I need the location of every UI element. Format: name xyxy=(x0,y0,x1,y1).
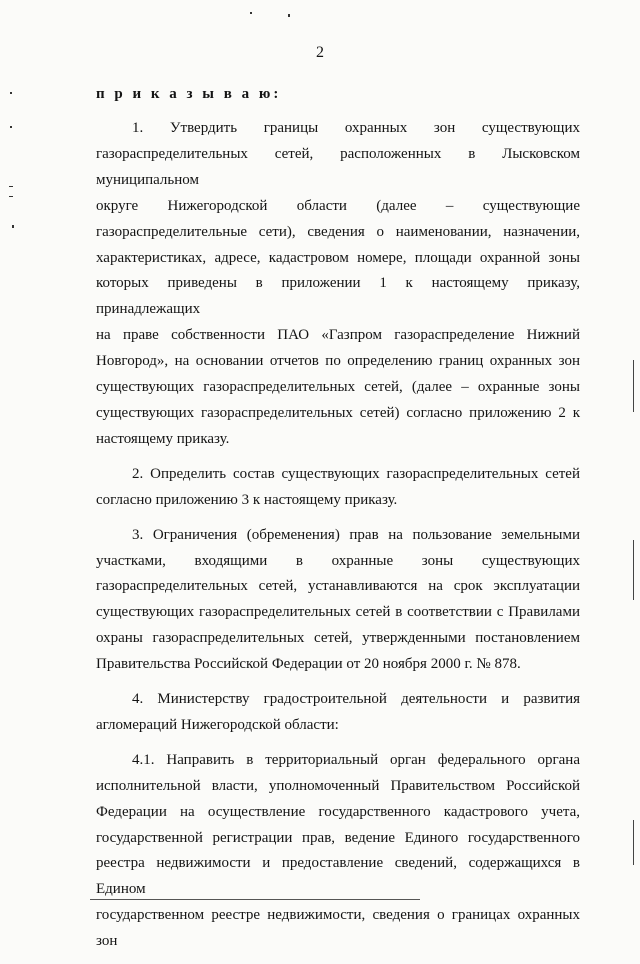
order-heading: п р и к а з ы в а ю: xyxy=(96,86,282,102)
paragraph-line: государственном реестре недвижимости, сведения о границах охранных зон xyxy=(96,907,580,950)
paragraph-line: 2. Определить состав существующих газораспределительных сетей xyxy=(132,465,580,482)
paragraph-line: характеристиках, адресе, кадастровом номере, площади охранной зоны xyxy=(96,249,580,266)
scan-mark xyxy=(10,126,12,128)
paragraph-p1 xyxy=(96,116,580,453)
paragraph-line: 4.1. Направить в территориальный орган федерального органа xyxy=(132,751,580,768)
scan-mark xyxy=(12,225,14,228)
paragraph-line: существующих газораспределительных сетей, (далее – охранные зоны xyxy=(96,379,580,396)
paragraph-line: которых приведены в приложении 1 к настоящему приказу, принадлежащих xyxy=(96,275,580,318)
paragraph-p3 xyxy=(96,523,580,678)
document-body xyxy=(96,116,580,964)
paragraph-line: существующих газораспределительных сетей) согласно приложению 2 к xyxy=(96,404,580,421)
paragraph-line: 3. Ограничения (обременения) прав на пользование земельными xyxy=(132,526,580,543)
paragraph-line: газораспределительных сетей, расположенных в Лысковском муниципальном xyxy=(96,145,580,188)
paragraph-line: участками, входящими в охранные зоны существующих xyxy=(96,552,580,569)
paragraph-line: округе Нижегородской области (далее – существующие xyxy=(96,197,580,214)
paragraph-line: газораспределительных сетей, устанавливаются на срок эксплуатации xyxy=(96,578,580,595)
scan-mark xyxy=(9,186,13,187)
paragraph-line: Новгород», на основании отчетов по определению границ охранных зон xyxy=(96,353,580,370)
scan-edge-line xyxy=(633,540,634,600)
paragraph-p4 xyxy=(96,687,580,739)
scan-mark xyxy=(9,196,13,197)
paragraph-line: Федерации на осуществление государственного кадастрового учета, xyxy=(96,803,580,820)
paragraph-line: 1. Утвердить границы охранных зон существующих xyxy=(132,120,580,136)
scan-mark xyxy=(288,14,290,17)
paragraph-line: существующих газораспределительных сетей в соответствии с Правилами xyxy=(96,604,580,621)
paragraph-line: охраны газораспределительных сетей, утвержденными постановлением xyxy=(96,630,580,647)
paragraph-line: согласно приложению 3 к настоящему приказу. xyxy=(96,491,398,508)
paragraph-line: Правительства Российской Федерации от 20 ноября 2000 г. № 878. xyxy=(96,656,521,673)
paragraph-line: 4. Министерству градостроительной деятельности и развития xyxy=(132,691,580,708)
paragraph-line: исполнительной власти, уполномоченный Правительством Российской xyxy=(96,777,580,794)
paragraph-p2 xyxy=(96,462,580,514)
scan-bottom-line xyxy=(90,899,420,900)
paragraph-line: на праве собственности ПАО «Газпром газораспределение Нижний xyxy=(96,327,580,344)
scan-mark xyxy=(250,12,252,14)
paragraph-line: газораспределительные сети), сведения о наименовании, назначении, xyxy=(96,223,580,240)
scan-edge-line xyxy=(633,360,634,412)
paragraph-line: настоящему приказу. xyxy=(96,430,230,447)
scan-edge-line xyxy=(633,820,634,865)
paragraph-line: реестра недвижимости и предоставление сведений, содержащихся в Едином xyxy=(96,855,580,898)
paragraph-line: государственной регистрации прав, ведение Единого государственного xyxy=(96,829,580,846)
page-number: 2 xyxy=(316,44,324,61)
scan-mark xyxy=(10,92,12,94)
paragraph-line: агломераций Нижегородской области: xyxy=(96,716,339,733)
paragraph-p5 xyxy=(96,748,580,955)
